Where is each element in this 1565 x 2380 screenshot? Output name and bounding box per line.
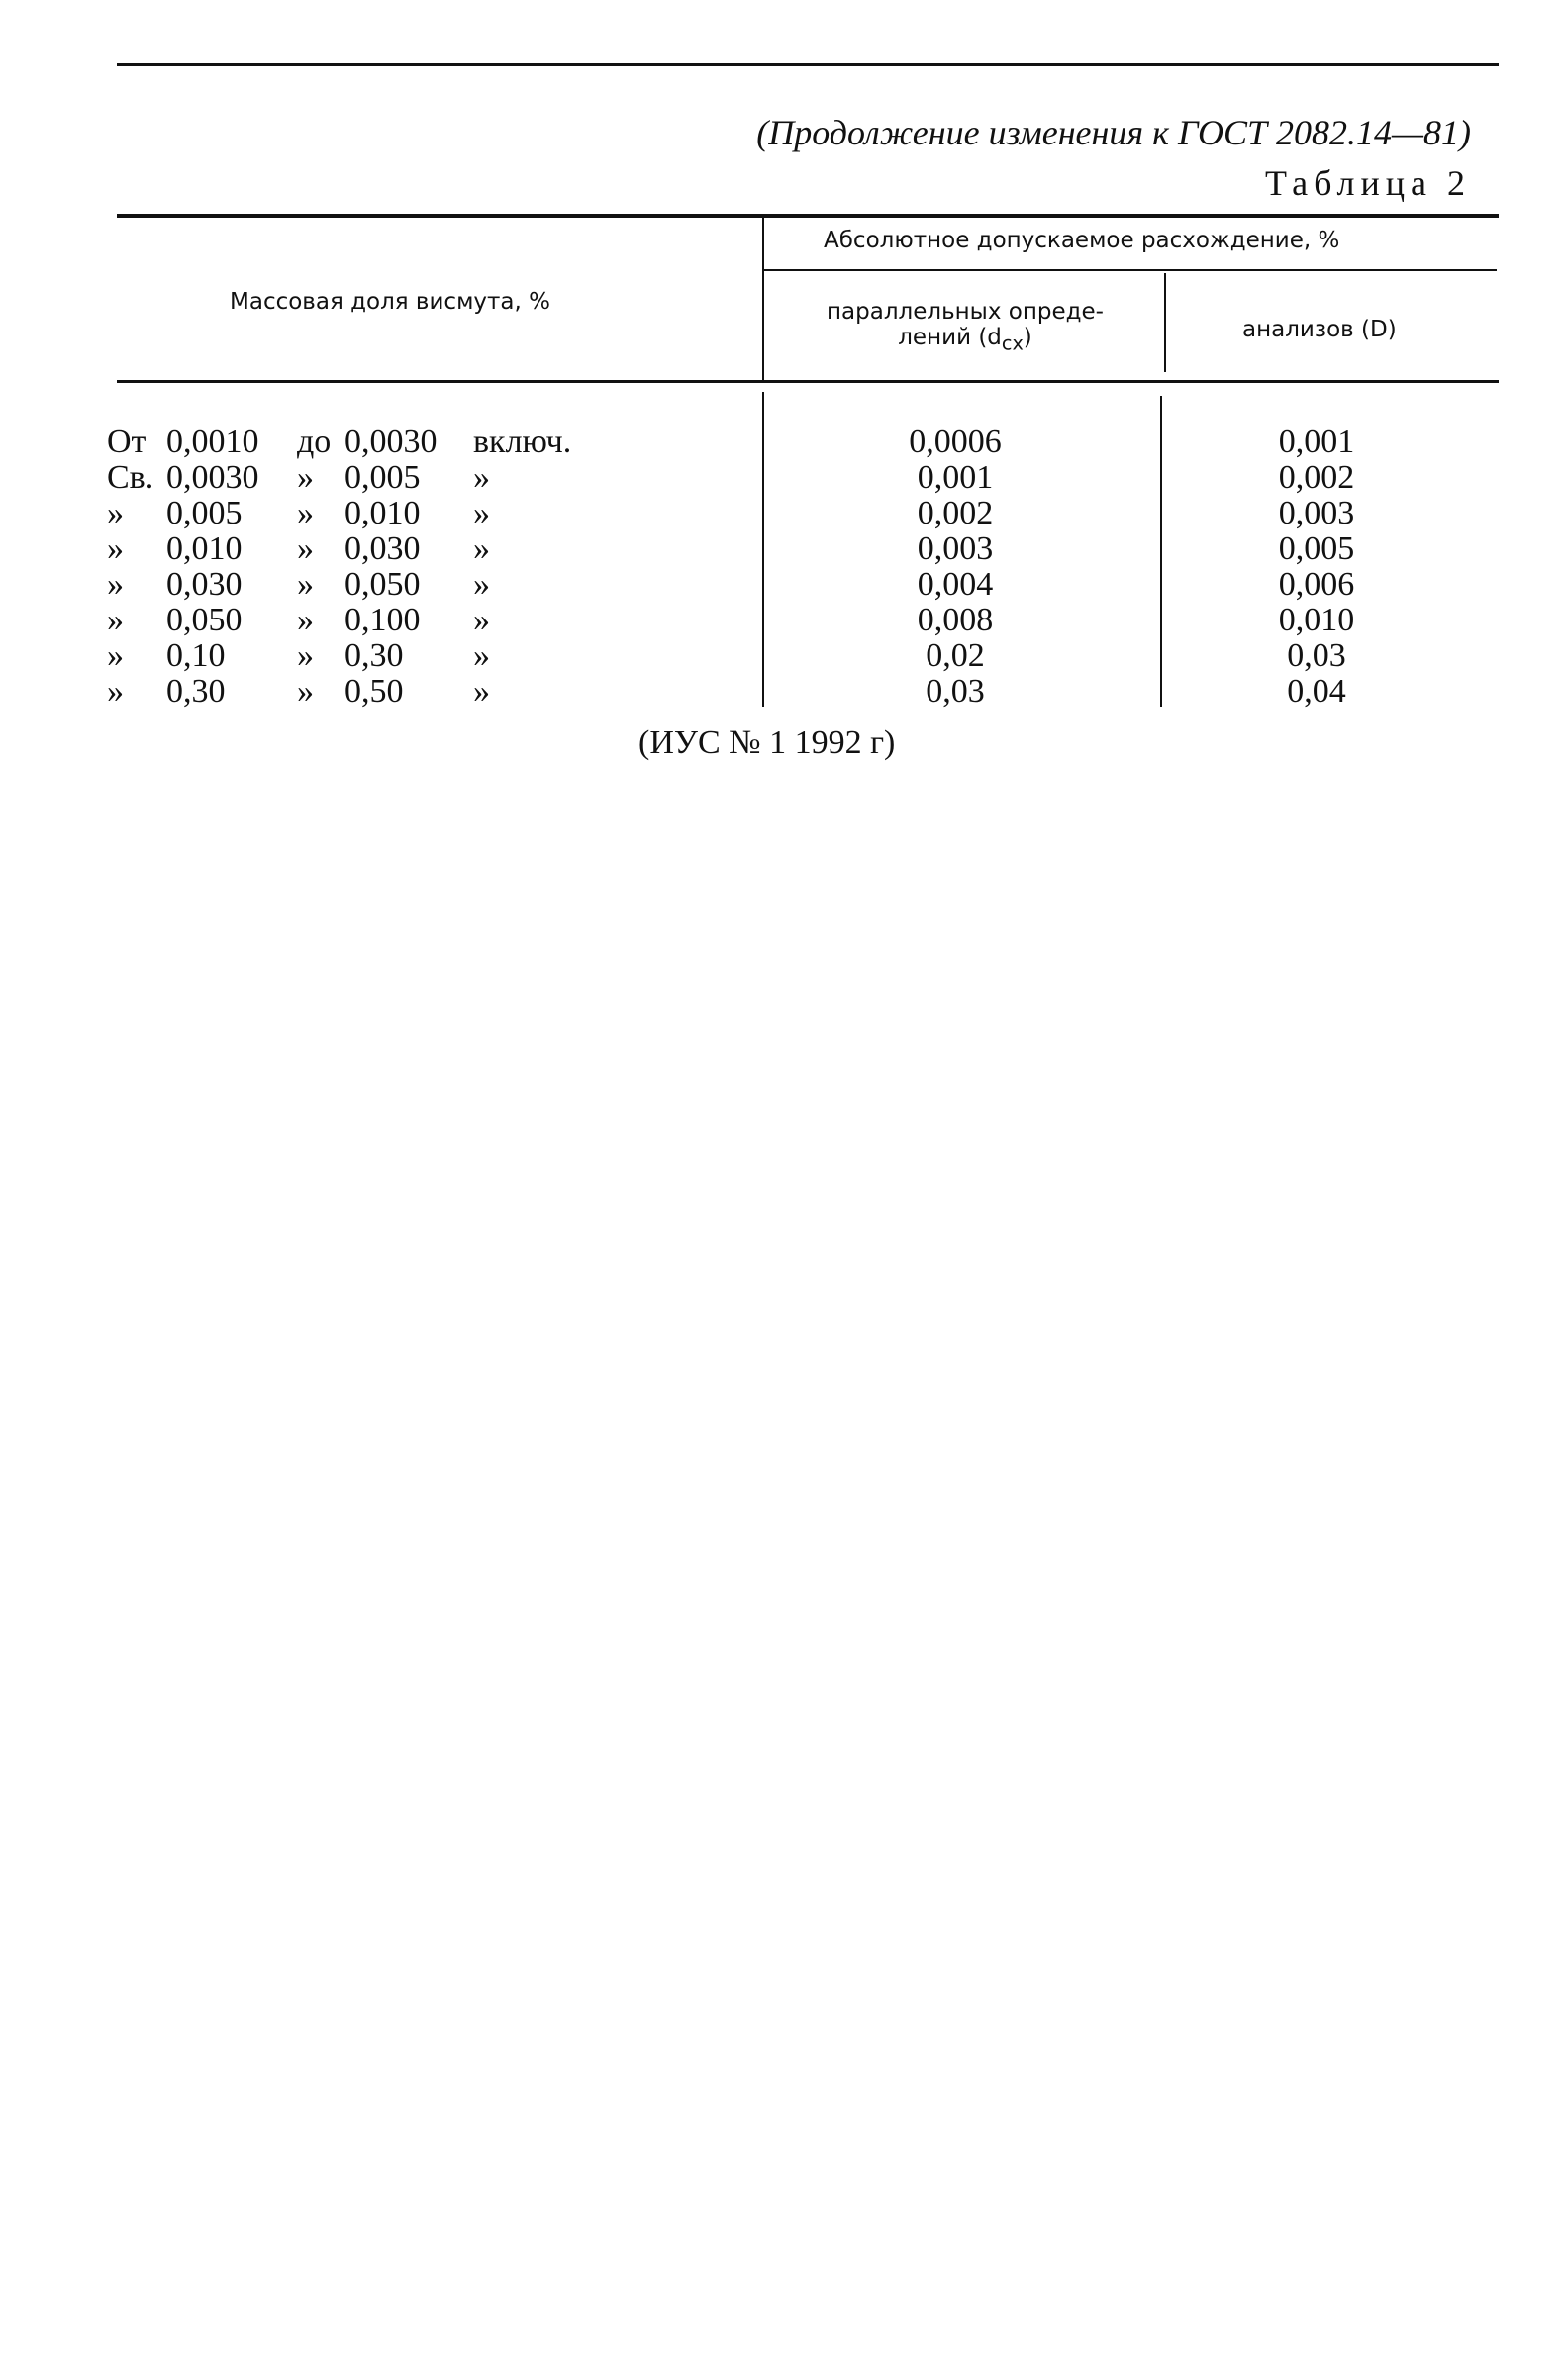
cell-range-connector: » [297,637,314,674]
cell-prefix: Св. [107,459,154,496]
table-row [0,459,1565,495]
cell-analyses-value: 0,04 [1287,673,1346,710]
cell-parallel-value: 0,0006 [909,424,1002,460]
cell-range-from: 0,0030 [166,459,259,496]
cell-range-connector: до [297,424,332,460]
cell-suffix: » [473,530,490,567]
cell-prefix: » [107,673,124,710]
cell-analyses-value: 0,03 [1287,637,1346,674]
header-bottom-rule [117,380,1499,383]
cell-parallel-value: 0,02 [926,637,985,674]
cell-analyses-value: 0,003 [1278,495,1355,531]
column-divider-2 [1164,273,1166,372]
cell-suffix: » [473,495,490,531]
footer-ius-reference: (ИУС № 1 1992 г) [638,724,896,761]
cell-range-from: 0,010 [166,530,243,567]
cell-range-connector: » [297,566,314,603]
cell-range-connector: » [297,673,314,710]
table-row [0,637,1565,673]
cell-range-to: 0,100 [344,602,421,638]
cell-analyses-value: 0,002 [1278,459,1355,496]
cell-parallel-value: 0,001 [917,459,994,496]
cell-prefix: От [107,424,147,460]
table-row [0,602,1565,637]
cell-range-to: 0,005 [344,459,421,496]
table-row [0,424,1565,459]
cell-suffix: » [473,673,490,710]
table-row [0,673,1565,709]
cell-prefix: » [107,602,124,638]
cell-analyses-value: 0,010 [1278,602,1355,638]
cell-parallel-value: 0,03 [926,673,985,710]
cell-parallel-value: 0,002 [917,495,994,531]
cell-range-from: 0,050 [166,602,243,638]
cell-parallel-value: 0,008 [917,602,994,638]
cell-range-to: 0,50 [344,673,404,710]
document-caption: (Продолжение изменения к ГОСТ 2082.14—81) [756,113,1471,152]
header-parallel-line2: лений $(d_{сх})$ [898,325,1032,355]
header-absolute-discrepancy: Абсолютное допускаемое расхождение, % [824,228,1340,253]
cell-analyses-value: 0,001 [1278,424,1355,460]
table-top-rule [117,214,1499,218]
cell-range-from: 0,030 [166,566,243,603]
cell-parallel-value: 0,004 [917,566,994,603]
cell-range-to: 0,030 [344,530,421,567]
cell-prefix: » [107,530,124,567]
cell-analyses-value: 0,005 [1278,530,1355,567]
cell-suffix: » [473,459,490,496]
cell-suffix: » [473,566,490,603]
cell-prefix: » [107,566,124,603]
cell-range-from: 0,0010 [166,424,259,460]
table-row [0,495,1565,530]
cell-range-connector: » [297,602,314,638]
header-mass-fraction: Массовая доля висмута, % [230,289,550,315]
cell-range-to: 0,0030 [344,424,438,460]
top-rule [117,63,1499,66]
table-row [0,566,1565,602]
header-parallel-determinations [772,299,1158,355]
header-subscript: сх [1001,332,1024,355]
header-parallel-line1: параллельных опреде- [827,299,1104,325]
cell-range-connector: » [297,495,314,531]
group-header-rule [764,269,1497,271]
table-row [0,530,1565,566]
header-analyses: анализов (D) [1242,317,1397,342]
cell-prefix: » [107,495,124,531]
cell-range-to: 0,050 [344,566,421,603]
cell-range-from: 0,10 [166,637,226,674]
cell-suffix: » [473,602,490,638]
cell-range-from: 0,30 [166,673,226,710]
cell-parallel-value: 0,003 [917,530,994,567]
cell-prefix: » [107,637,124,674]
cell-suffix: » [473,637,490,674]
cell-range-to: 0,010 [344,495,421,531]
cell-range-to: 0,30 [344,637,404,674]
cell-range-from: 0,005 [166,495,243,531]
table-label: Таблица 2 [1265,163,1471,203]
cell-analyses-value: 0,006 [1278,566,1355,603]
cell-suffix: включ. [473,424,572,460]
cell-range-connector: » [297,530,314,567]
column-divider-1 [762,218,764,380]
cell-range-connector: » [297,459,314,496]
